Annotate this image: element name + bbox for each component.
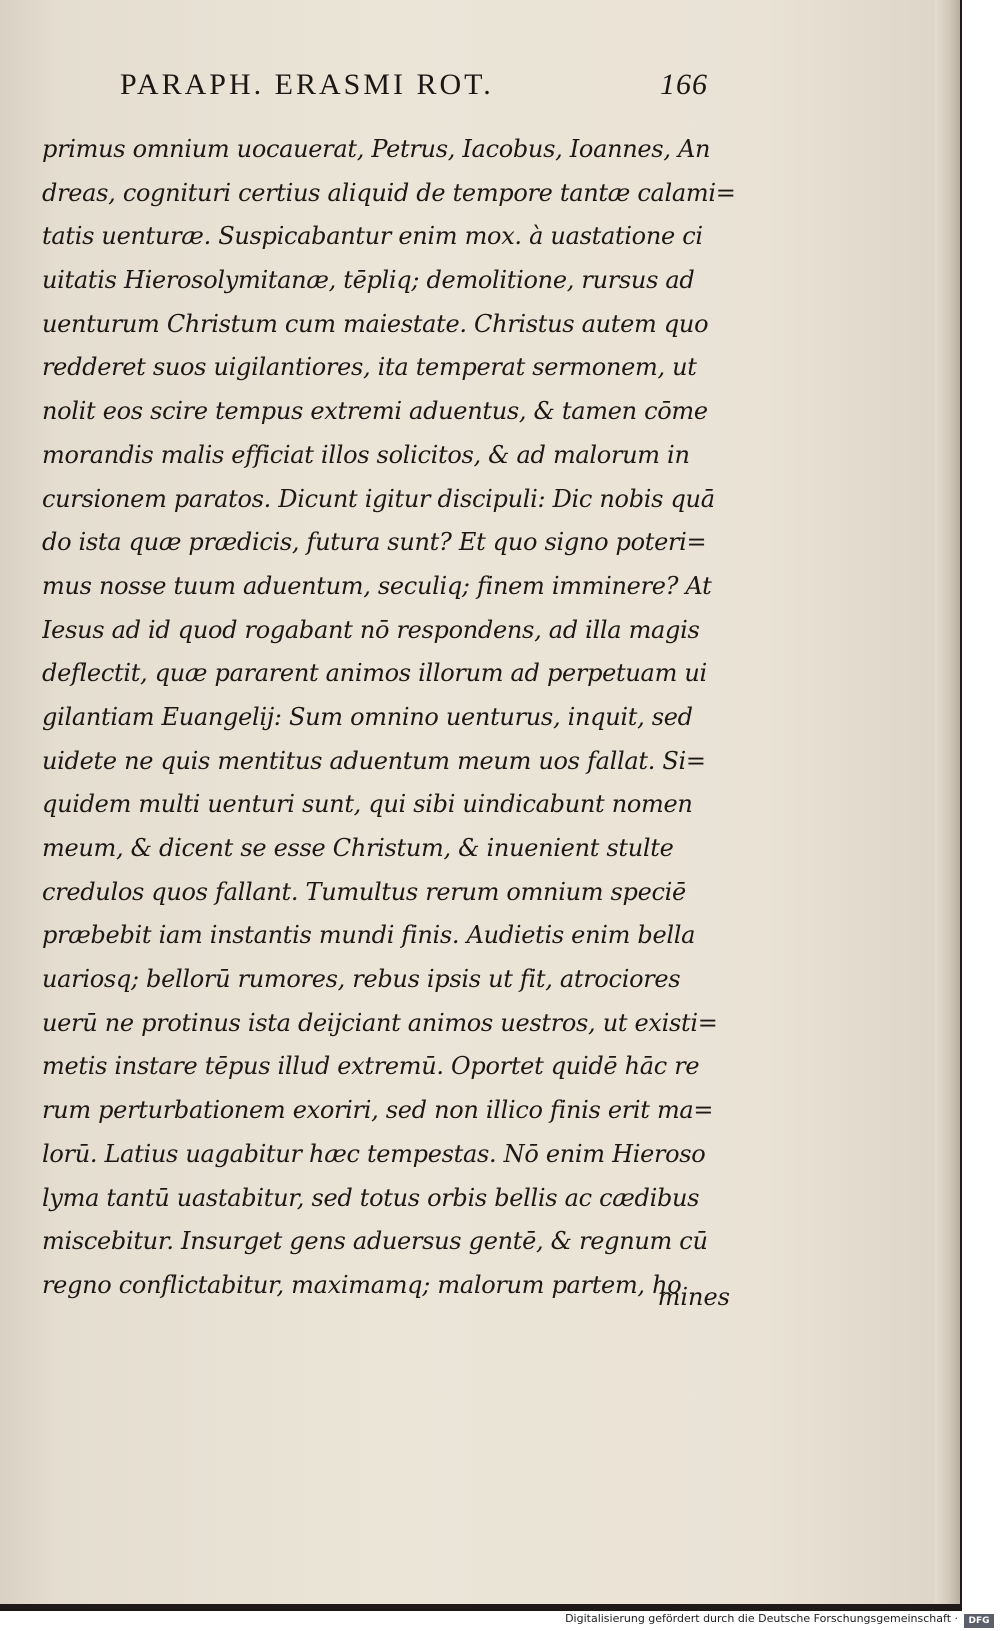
text-line: uidete ne quis mentitus aduentum meum uos fallat. Si= <box>42 746 706 775</box>
text-line: quidem multi uenturi sunt, qui sibi uindicabunt nomen <box>42 790 693 819</box>
catchword: mines <box>657 1283 730 1311</box>
text-line: regno conflictabitur, maximamq; malorum partem, ho <box>42 1270 682 1299</box>
text-line: Iesus ad id quod rogabant nō respondens, ad illa magis <box>42 615 700 644</box>
text-line: uenturum Christum cum maiestate. Christus autem quo <box>42 309 709 338</box>
text-line: do ista quæ prædicis, futura sunt? Et quo signo poteri= <box>42 528 707 557</box>
text-line: primus omnium uocauerat, Petrus, Iacobus, Ioannes, An <box>42 135 711 163</box>
text-line: metis instare tēpus illud extremū. Oportet quidē hāc re <box>42 1052 700 1081</box>
text-line: lyma tantū uastabitur, sed totus orbis bellis ac cædibus <box>42 1183 700 1212</box>
running-head-title: PARAPH. ERASMI ROT. <box>120 68 494 101</box>
text-line: uitatis Hierosolymitanæ, tēpliq; demolitione, rursus ad <box>42 266 695 295</box>
text-line: tatis uenturæ. Suspicabantur enim mox. à uastatione ci <box>42 222 703 251</box>
text-line: cursionem paratos. Dicunt igitur discipuli: Dic nobis quā <box>42 484 715 513</box>
text-line: uariosq; bellorū rumores, rebus ipsis ut fit, atrociores <box>42 965 681 994</box>
running-head <box>120 68 740 112</box>
text-line: dreas, cognituri certius aliquid de tempore tantæ calami= <box>42 178 736 207</box>
text-line: miscebitur. Insurget gens aduersus gentē, & regnum cū <box>42 1227 708 1256</box>
text-line: gilantiam Euangelij: Sum omnino uenturus, inquit, sed <box>42 702 693 731</box>
page-number: 166 <box>660 68 708 101</box>
digitization-credit: Digitalisierung gefördert durch die Deutsche Forschungsgemeinschaft · <box>565 1612 958 1625</box>
text-line: morandis malis efficiat illos solicitos, & ad malorum in <box>42 440 690 469</box>
text-line: nolit eos scire tempus extremi aduentus, & tamen cōme <box>42 397 708 426</box>
dfg-logo: DFG <box>964 1614 994 1628</box>
text-line: deflectit, quæ pararent animos illorum ad perpetuam ui <box>42 659 707 688</box>
body-text <box>42 128 742 1308</box>
text-line: præbebit iam instantis mundi finis. Audietis enim bella <box>42 921 696 950</box>
text-line: rum perturbationem exoriri, sed non illico finis erit ma= <box>42 1096 714 1125</box>
text-line: meum, & dicent se esse Christum, & inuenient stulte <box>42 834 674 862</box>
text-line: uerū ne protinus ista deijciant animos uestros, ut existi= <box>42 1008 718 1037</box>
text-line: credulos quos fallant. Tumultus rerum omnium speciē <box>42 877 686 906</box>
page-edge <box>935 0 960 1604</box>
text-line: redderet suos uigilantiores, ita temperat sermonem, ut <box>42 353 697 382</box>
text-line: lorū. Latius uagabitur hæc tempestas. Nō enim Hieroso <box>42 1139 706 1168</box>
text-line: mus nosse tuum aduentum, seculiq; finem imminere? At <box>42 571 712 600</box>
